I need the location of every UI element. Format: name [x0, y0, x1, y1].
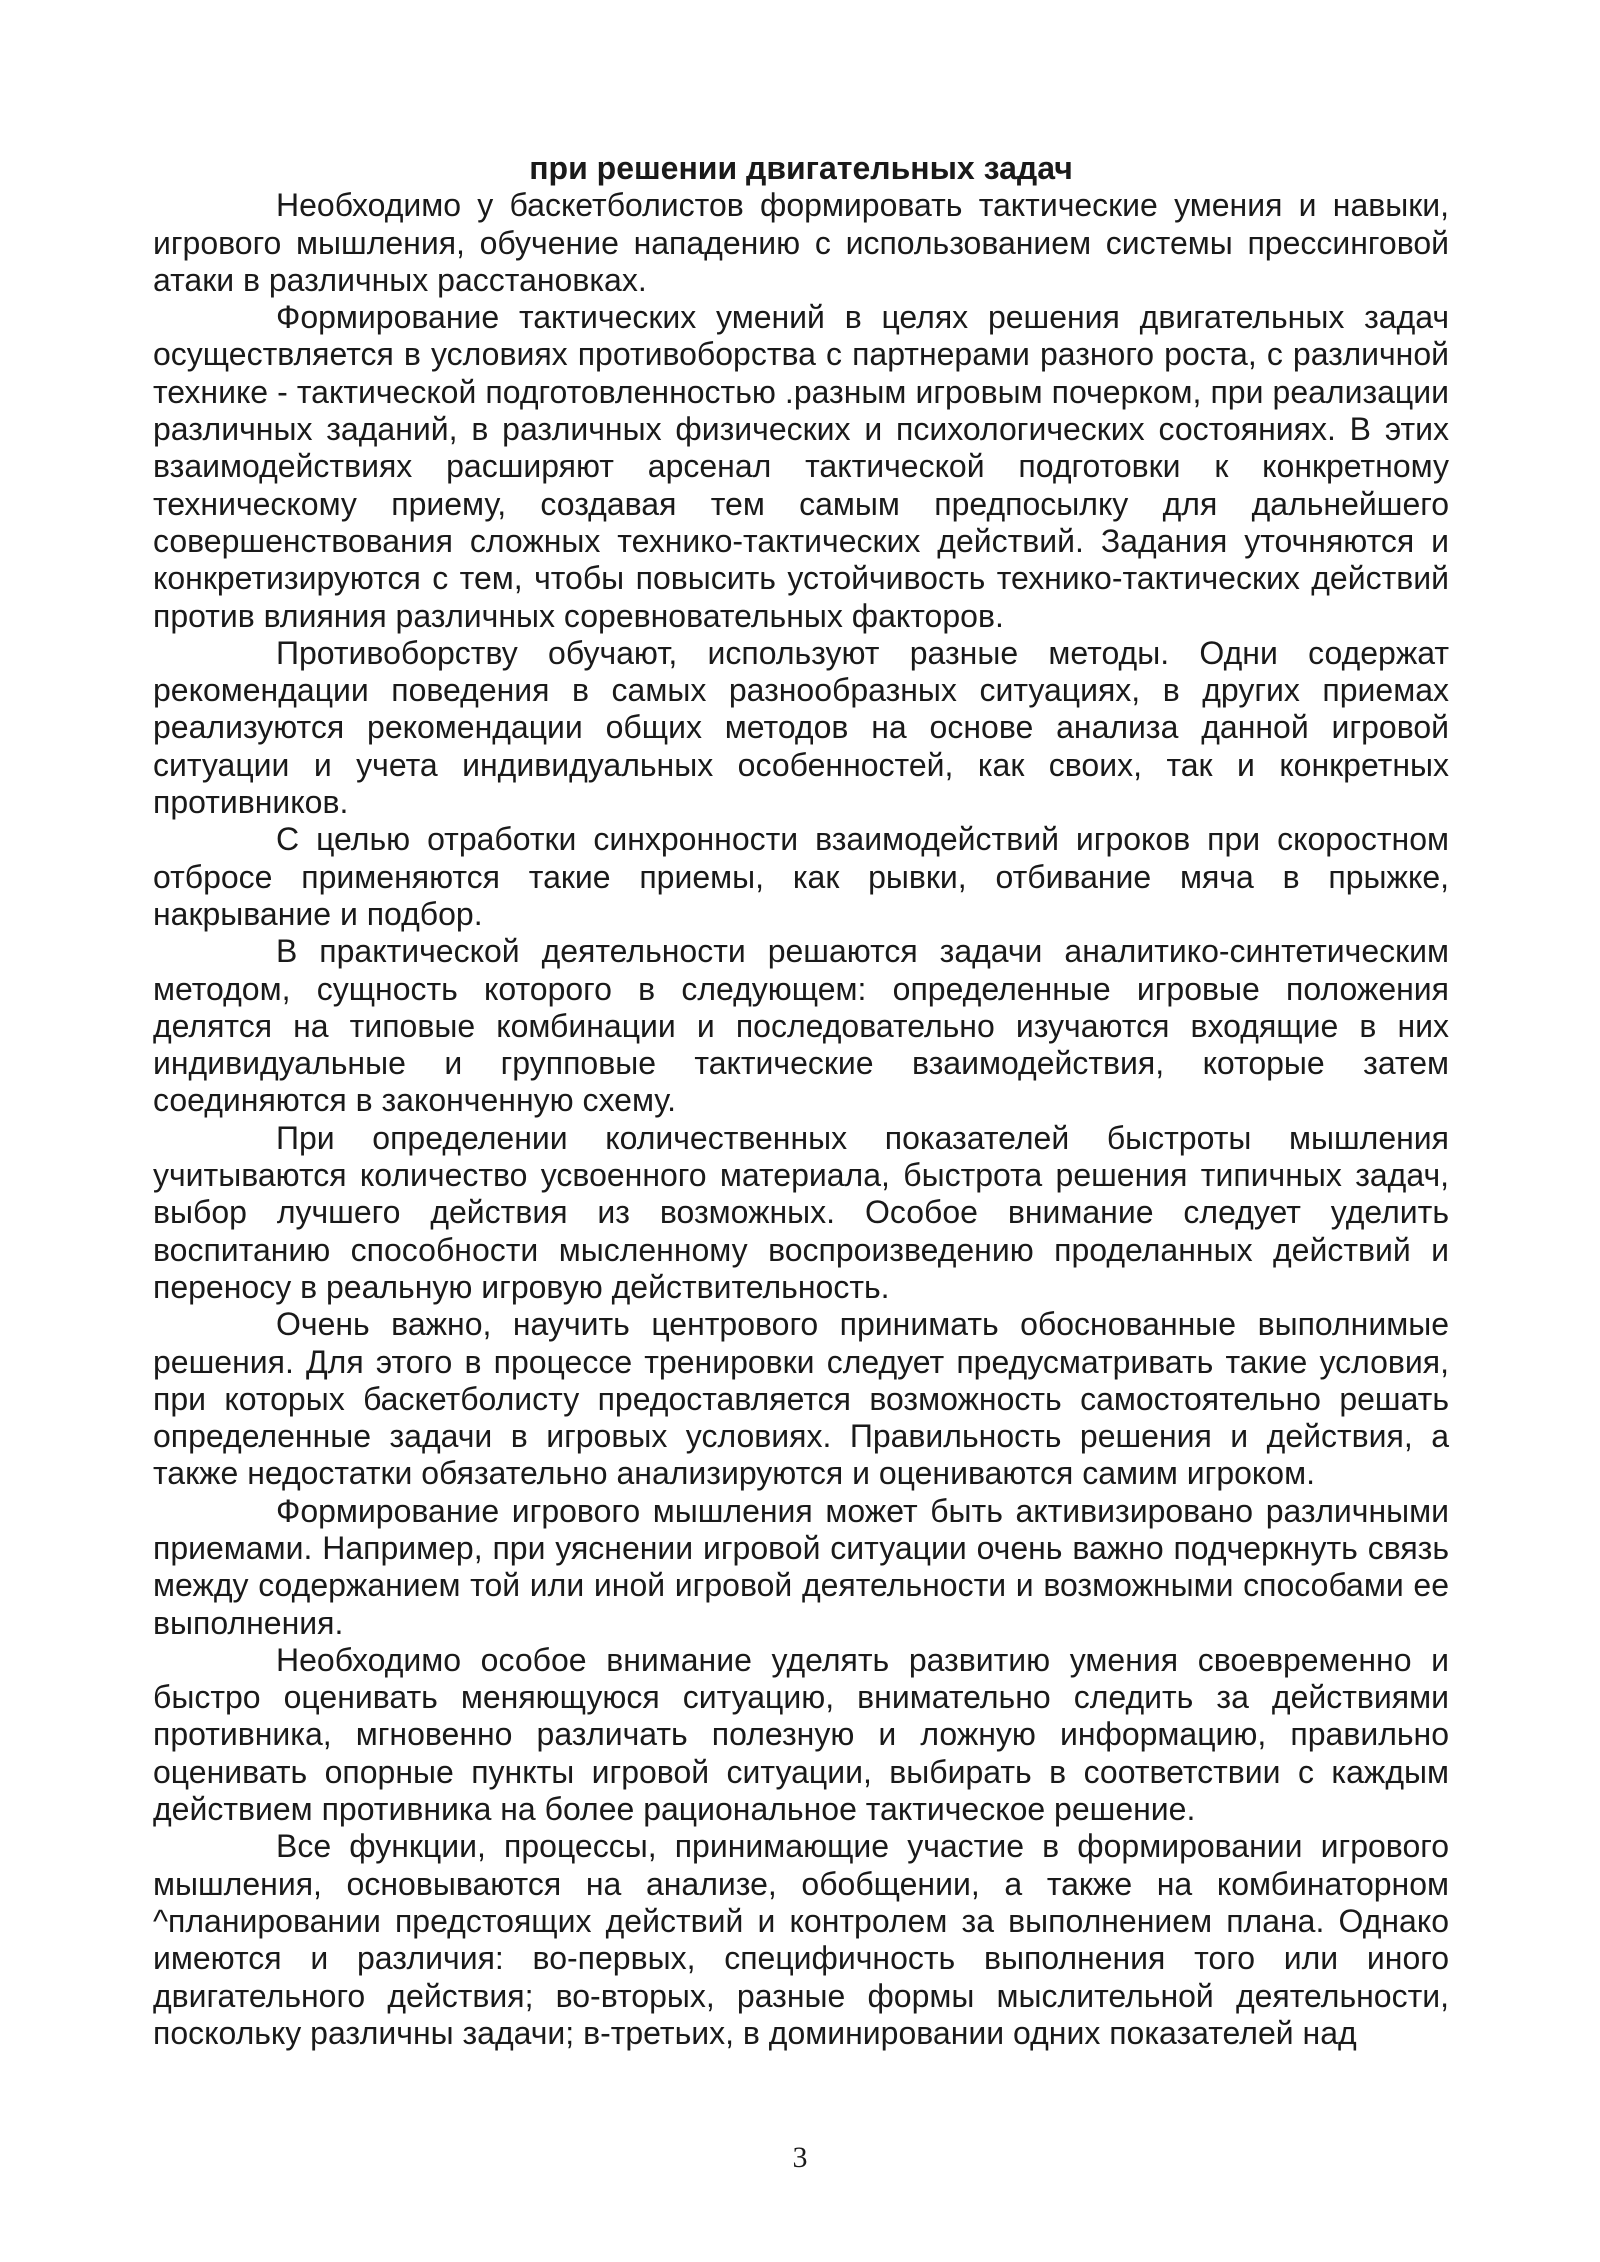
paragraph-10: Все функции, процессы, принимающие участие в формировании игрового мышления, основываются на анализе, обобщении, а также на комбинаторном ^планировании предстоящих действий и контролем за выполнением плана. Однако имеются и различия: во-первых, специфичность выполнения того или иного двигательного действия; во-вторых, разные формы мыслительной деятельности, поскольку различны задачи; в-третьих, в доминировании одних показателей над — [153, 1828, 1449, 2051]
paragraph-6: При определении количественных показателей быстроты мышления учитываются количество усвоенного материала, быстрота решения типичных задач, выбор лучшего действия из возможных. Особое внимание следует уделить воспитанию способности мысленному воспроизведению проделанных действий и переносу в реальную игровую действительность. — [153, 1119, 1449, 1305]
paragraph-8: Формирование игрового мышления может быть активизировано различными приемами. Например, при уяснении игровой ситуации очень важно подчеркнуть связь между содержанием той или иной игровой деятельности и возможными способами ее выполнения. — [153, 1492, 1449, 1641]
paragraph-1: Необходимо у баскетболистов формировать тактические умения и навыки, игрового мышления, обучение нападению с использованием системы прессинговой атаки в различных расстановках. — [153, 187, 1449, 298]
paragraph-9: Необходимо особое внимание уделять развитию умения своевременно и быстро оценивать меняющуюся ситуацию, внимательно следить за действиями противника, мгновенно различать полезную и ложную информацию, правильно оценивать опорные пункты игровой ситуации, выбирать в соответствии с каждым действием противника на более рациональное тактическое решение. — [153, 1641, 1449, 1828]
page-text — [153, 150, 1449, 2052]
paragraph-7: Очень важно, научить центрового принимать обоснованные выполнимые решения. Для этого в процессе тренировки следует предусматривать такие условия, при которых баскетболисту предоставляется возможность самостоятельно решать определенные задачи в игровых условиях. Правильность решения и действия, а также недостатки обязательно анализируются и оцениваются самим игроком. — [153, 1306, 1449, 1492]
page-number: 3 — [792, 2141, 808, 2174]
paragraph-2: Формирование тактических умений в целях решения двигательных задач осуществляется в условиях противоборства с партнерами разного роста, с различной технике - тактической подготовленностью .разным игровым почерком, при реализации различных заданий, в различных физических и психологических состояниях. В этих взаимодействиях расширяют арсенал тактической подготовки к конкретному техническому приему, создавая тем самым предпосылку для дальнейшего совершенствования сложных технико-тактических действий. Задания уточняются и конкретизируются с тем, чтобы повысить устойчивость технико-тактических действий против влияния различных соревновательных факторов. — [153, 299, 1449, 634]
paragraph-3: Противоборству обучают, используют разные методы. Одни содержат рекомендации поведения в самых разнообразных ситуациях, в других приемах реализуются рекомендации общих методов на основе анализа данной игровой ситуации и учета индивидуальных особенностей, как своих, так и конкретных противников. — [153, 634, 1449, 821]
paragraph-4: С целью отработки синхронности взаимодействий игроков при скоростном отбросе применяются такие приемы, как рывки, отбивание мяча в прыжке, накрывание и подбор. — [153, 821, 1449, 932]
paragraph-5: В практической деятельности решаются задачи аналитико-синтетическим методом, сущность которого в следующем: определенные игровые положения делятся на типовые комбинации и последовательно изучаются входящие в них индивидуальные и групповые тактические взаимодействия, которые затем соединяются в законченную схему. — [153, 933, 1449, 1119]
section-heading: при решении двигательных задач — [529, 150, 1073, 186]
